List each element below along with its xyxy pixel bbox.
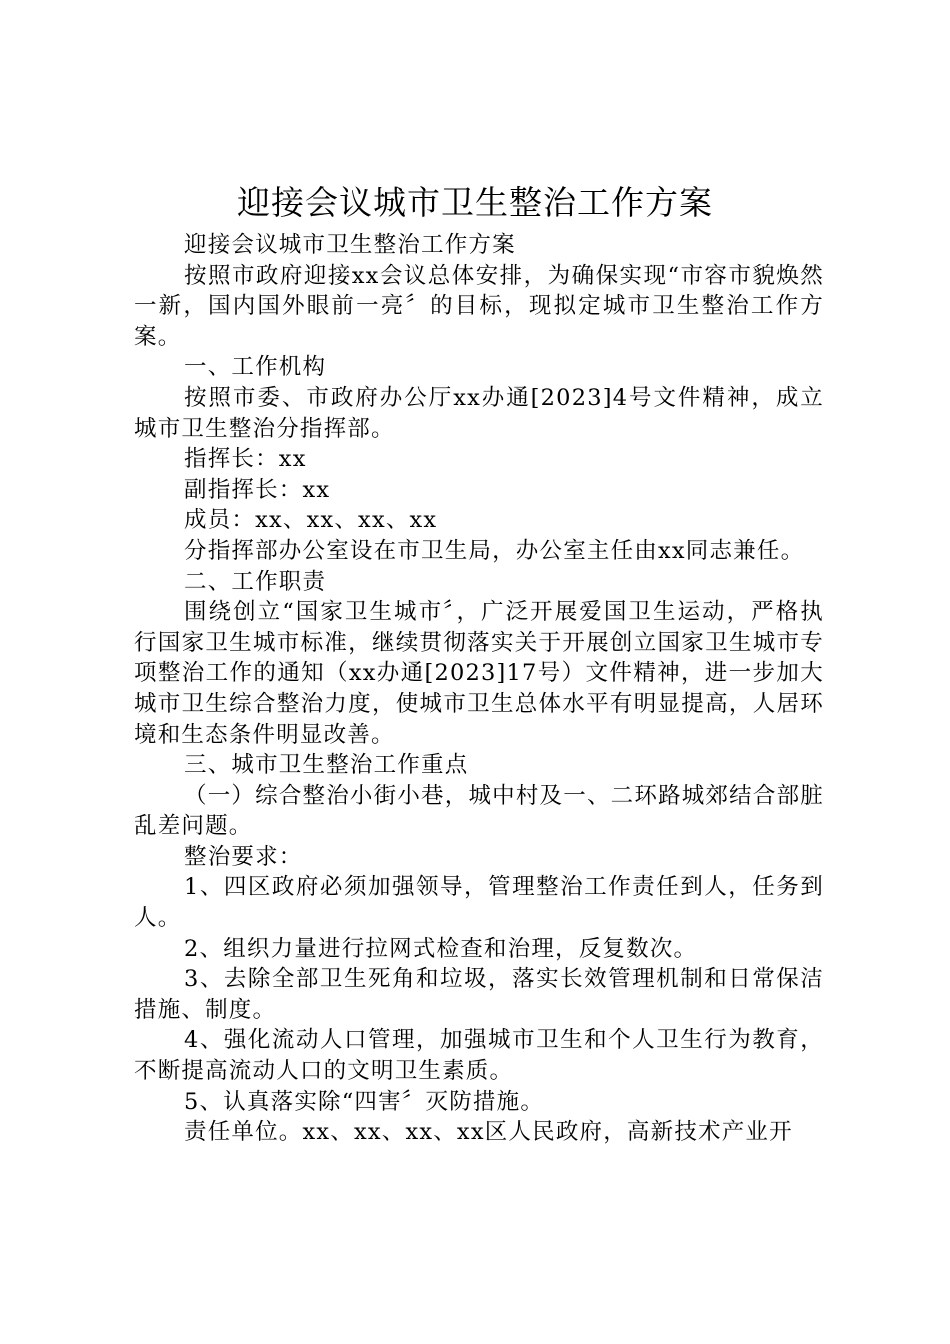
document-body: [134, 230, 824, 1148]
paragraph-key-point-1: （一）综合整治小街小巷，城中村及一、二环路城郊结合部脏乱差问题。: [134, 782, 824, 840]
list-item-requirement-4: 4、强化流动人口管理，加强城市卫生和个人卫生行为教育，不断提高流动人口的文明卫生素质。: [134, 1027, 824, 1085]
list-item-requirement-1: 1、四区政府必须加强领导，管理整治工作责任到人，任务到人。: [134, 874, 824, 932]
paragraph-intro: 按照市政府迎接xx会议总体安排，为确保实现“市容市貌焕然一新，国内国外眼前一亮〞的目标，现拟定城市卫生整治工作方案。: [134, 262, 824, 350]
paragraph-office: 分指挥部办公室设在市卫生局，办公室主任由xx同志兼任。: [184, 537, 805, 564]
list-item-requirement-5: 5、认真落实除“四害〞灭防措施。: [184, 1088, 545, 1115]
paragraph-commander: 指挥长：xx: [184, 446, 307, 473]
paragraph-responsible-units: 责任单位。xx、xx、xx、xx区人民政府，高新技术产业开: [184, 1119, 793, 1146]
list-item-requirement-3: 3、去除全部卫生死角和垃圾，落实长效管理机制和日常保洁措施、制度。: [134, 966, 824, 1023]
paragraph-deputy-commander: 副指挥长：xx: [184, 476, 331, 503]
paragraph-organization: 按照市委、市政府办公厅xx办通[2023]4号文件精神，成立城市卫生整治分指挥部。: [134, 384, 824, 442]
paragraph-requirements-label: 整治要求：: [184, 843, 303, 870]
list-item-requirement-2: 2、组织力量进行拉网式检查和治理，反复数次。: [184, 935, 698, 962]
section-heading-key-points: 三、城市卫生整治工作重点: [184, 752, 469, 779]
section-heading-duties: 二、工作职责: [184, 568, 327, 595]
document-title: 迎接会议城市卫生整治工作方案: [237, 183, 713, 222]
paragraph-duties: 围绕创立“国家卫生城市〞，广泛开展爱国卫生运动，严格执行国家卫生城市标准，继续贯彻落实关于开展创立国家卫生城市专项整治工作的通知（xx办通[2023]17号）文件精神，进一步加大城市卫生综合整治力度，使城市卫生总体水平有明显提高，人居环境和生态条件明显改善。: [134, 599, 824, 748]
section-heading-organization: 一、工作机构: [184, 354, 327, 381]
paragraph-members: 成员：xx、xx、xx、xx: [184, 507, 438, 534]
paragraph-subtitle: 迎接会议城市卫生整治工作方案: [184, 232, 516, 258]
